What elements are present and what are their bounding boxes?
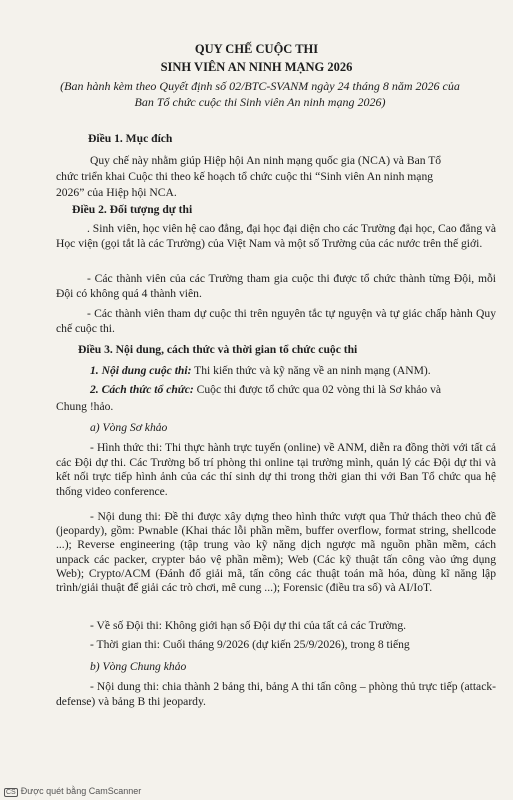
- watermark-text: Được quét bằng CamScanner: [20, 786, 142, 796]
- subtitle-line2: Ban Tổ chức cuộc thi Sinh viên An ninh mạng 2026): [134, 95, 386, 109]
- article-2-paragraph: - Các thành viên của các Trường tham gia cuộc thi được tổ chức thành từng Đội, mỗi Đội có không quá 4 thành viên.: [56, 272, 496, 300]
- article-1-line: chức triển khai Cuộc thi theo kế hoạch tổ chức cuộc thi “Sinh viên An ninh mạng: [56, 170, 434, 183]
- document-title: QUY CHẾ CUỘC THI: [194, 42, 319, 56]
- round-2-content: - Nội dung thi: chia thành 2 bảng thi, bảng A thi tấn công – phòng thủ trực tiếp (attack-defense) và bảng B thi jeopardy.: [56, 680, 496, 708]
- article-3-heading: Điều 3. Nội dung, cách thức và thời gian tổ chức cuộc thi: [78, 343, 358, 356]
- round-1-time: - Thời gian thi: Cuối tháng 9/2026 (dự kiến 25/9/2026), trong 8 tiếng: [90, 638, 410, 651]
- article-1-line: 2026” của Hiệp hội NCA.: [56, 186, 177, 199]
- subtitle-line1: (Ban hành kèm theo Quyết định số 02/BTC-SVANM ngày 24 tháng 8 năm 2026 của: [60, 79, 460, 93]
- article-2-heading: Điều 2. Đối tượng dự thi: [72, 203, 193, 216]
- round-2-heading: b) Vòng Chung khảo: [90, 660, 187, 673]
- method-text: Cuộc thi được tổ chức qua 02 vòng thi là Sơ khảo và: [193, 383, 442, 396]
- camscanner-icon: CS: [6, 789, 16, 796]
- article-1-heading: Điều 1. Mục đích: [88, 132, 173, 145]
- article-1-line: Quy chế này nhằm giúp Hiệp hội An ninh mạng quốc gia (NCA) và Ban Tổ: [90, 154, 442, 167]
- round-1-format: - Hình thức thi: Thi thực hành trực tuyến (online) về ANM, diễn ra đồng thời với tất cả các Đội dự thi. Các Trường bố trí phòng thi online tại trường mình, quản lý các Đội dự thi và kết nối trực tiếp hình ảnh của các thí sinh dự thi trong thời gian thi với Ban Tổ chức qua hệ thống video conference.: [56, 441, 496, 498]
- round-1-heading: a) Vòng Sơ khảo: [90, 421, 168, 434]
- article-2-paragraph: . Sinh viên, học viên hệ cao đẳng, đại học đại diện cho các Trường đại học, Cao đẳng và Học viện (gọi tắt là các Trường) của Việt Nam và một số Trường của các nước trên thế giới.: [56, 222, 496, 250]
- method-item: [90, 383, 441, 396]
- content-label: 1. Nội dung cuộc thi:: [90, 364, 192, 377]
- round-1-content: - Nội dung thi: Đề thi được xây dựng theo hình thức vượt qua Thử thách theo chủ đề (jeopardy), gồm: Pwnable (Khai thác lỗi phần mềm, buffer overflow, format string, shellcode ...); Reverse engineering (tập trung vào kỹ năng dịch ngược mã nguồn phần mềm, cách unpack các packer, crypter bảo vệ phần mềm); Web (Các kỹ thuật tấn công vào ứng dụng Web); Crypto/ACM (Đánh đố giải mã, tấn công các thuật toán mã hóa, dùng kĩ năng lập trình/giải thuật để giải các trò chơi, mê cung ...); Forensic (điều tra số) và AI/IoT.: [56, 510, 496, 595]
- content-text: Thi kiến thức và kỹ năng về an ninh mạng (ANM).: [191, 364, 431, 377]
- round-1-teams: - Về số Đội thi: Không giới hạn số Đội dự thi của tất cả các Trường.: [90, 619, 407, 632]
- article-2-paragraph: - Các thành viên tham dự cuộc thi trên nguyên tắc tự nguyện và tự giác chấp hành Quy chế cuộc thi.: [56, 307, 496, 335]
- document-subtitle: [30, 78, 490, 110]
- method-continuation: Chung !hảo.: [56, 400, 114, 413]
- method-label: 2. Cách thức tổ chức:: [90, 383, 194, 396]
- document-title-line2: SINH VIÊN AN NINH MẠNG 2026: [160, 60, 353, 74]
- scanner-watermark: [4, 786, 141, 797]
- content-item: [90, 364, 431, 377]
